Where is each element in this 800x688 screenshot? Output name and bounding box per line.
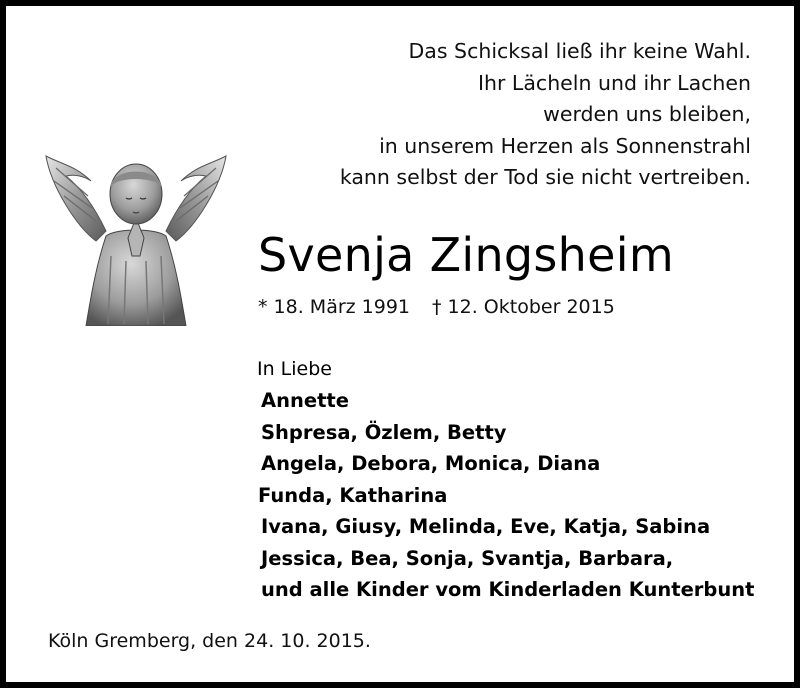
poem-line: kann selbst der Tod sie nicht vertreiben. bbox=[339, 165, 751, 189]
poem-line: in unserem Herzen als Sonnenstrahl bbox=[379, 133, 751, 158]
mourner-line: und alle Kinder vom Kinderladen Kunterbunt bbox=[261, 578, 755, 601]
place-and-date: Köln Gremberg, den 24. 10. 2015. bbox=[48, 630, 371, 652]
mourner-line: Funda, Katharina bbox=[258, 483, 448, 507]
poem-line: Das Schicksal ließ ihr keine Wahl. bbox=[408, 39, 751, 63]
mourner-line: Ivana, Giusy, Melinda, Eve, Katja, Sabina bbox=[261, 515, 711, 538]
poem-line: werden uns bleiben, bbox=[543, 102, 751, 126]
death-date: † 12. Oktober 2015 bbox=[432, 296, 615, 318]
mourners-intro: In Liebe bbox=[257, 358, 332, 380]
mourner-line: Shpresa, Özlem, Betty bbox=[261, 420, 507, 444]
poem bbox=[340, 36, 751, 194]
mourner-line: Jessica, Bea, Sonja, Svantja, Barbara, bbox=[261, 546, 674, 570]
deceased-name: Svenja Zingsheim bbox=[258, 228, 674, 282]
mourner-line: Angela, Debora, Monica, Diana bbox=[261, 452, 601, 475]
obituary-card bbox=[6, 6, 794, 682]
poem-line: Ihr Lächeln und ihr Lachen bbox=[477, 70, 751, 95]
angel-statue-image bbox=[36, 146, 236, 326]
mourners-list bbox=[255, 354, 754, 606]
mourner-line: Annette bbox=[261, 389, 349, 412]
life-dates bbox=[258, 296, 615, 318]
birth-date: * 18. März 1991 bbox=[258, 296, 411, 318]
